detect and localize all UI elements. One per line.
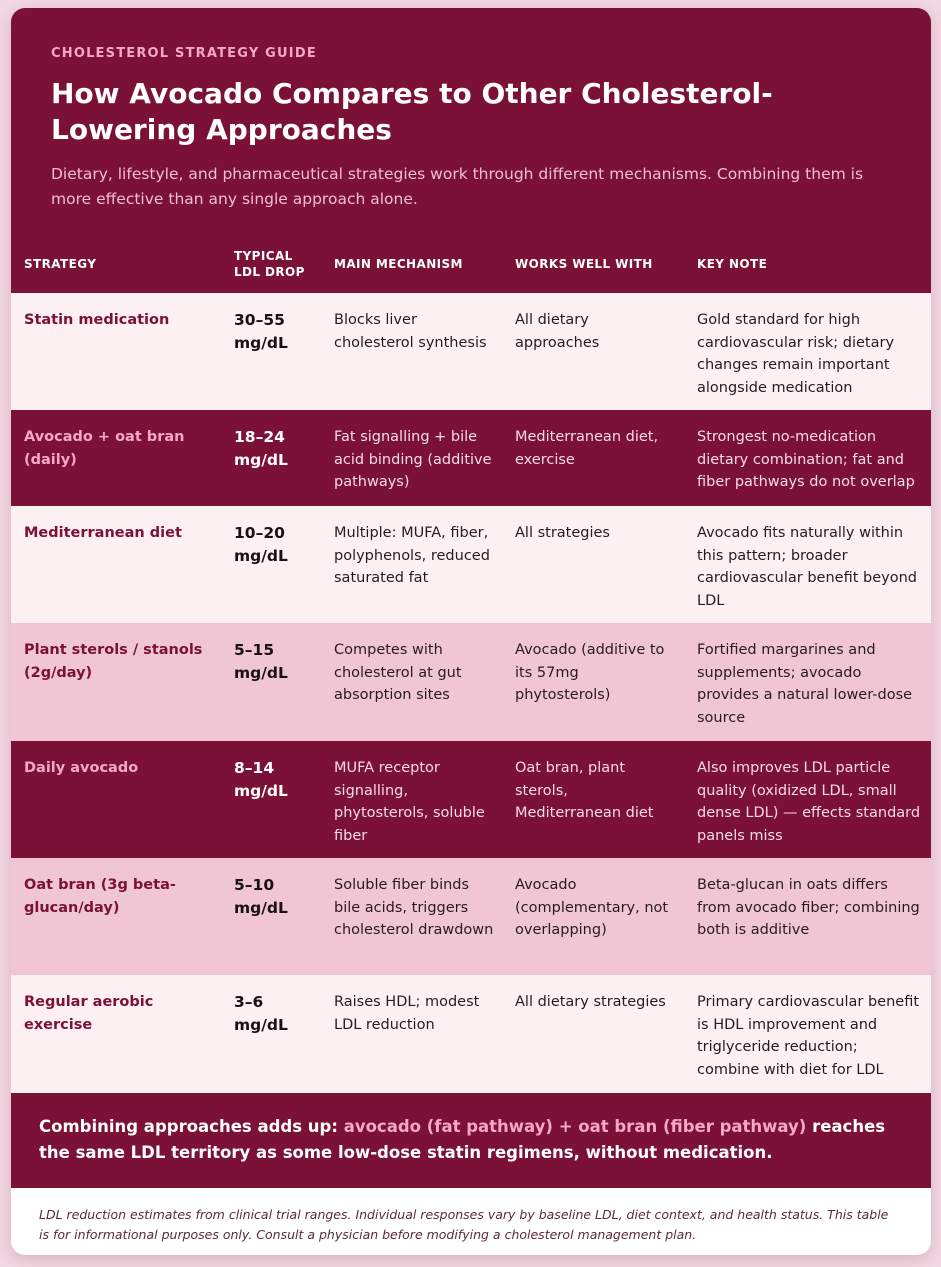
- ldl-drop-cell: 8–14 mg/dL: [221, 741, 321, 858]
- table-row: [11, 741, 931, 858]
- key-note-cell: Gold standard for high cardiovascular risk; dietary changes remain important alongside medication: [684, 293, 931, 410]
- page-subtitle: Dietary, lifestyle, and pharmaceutical strategies work through different mechanisms. Combining them is more effective than any single approach alone.: [51, 165, 864, 208]
- header-row: [11, 234, 931, 293]
- key-note-cell: Beta-glucan in oats differs from avocado fiber; combining both is additive: [684, 858, 931, 975]
- strategy-guide-card: [11, 8, 931, 1255]
- callout-lead: Combining approaches adds up:: [39, 1117, 344, 1136]
- column-header-strategy: STRATEGY: [11, 234, 221, 293]
- strategy-cell: Statin medication: [11, 293, 221, 410]
- mechanism-cell: Raises HDL; modest LDL reduction: [321, 975, 502, 1093]
- works-with-cell: All dietary strategies: [502, 975, 684, 1093]
- table-body: [11, 293, 931, 1093]
- key-note-cell: Avocado fits naturally within this pattern; broader cardiovascular benefit beyond LDL: [684, 506, 931, 623]
- table-row: [11, 293, 931, 410]
- strategy-cell: Mediterranean diet: [11, 506, 221, 623]
- key-note-cell: Strongest no-medication dietary combination; fat and fiber pathways do not overlap: [684, 410, 931, 506]
- column-header-ldl-drop: TYPICAL LDL DROP: [221, 234, 321, 293]
- callout-highlight: avocado (fat pathway) + oat bran (fiber pathway): [343, 1117, 807, 1136]
- ldl-drop-cell: 3–6 mg/dL: [221, 975, 321, 1093]
- works-with-cell: Mediterranean diet, exercise: [502, 410, 684, 506]
- callout-tail: reaches the same LDL territory as some low-dose statin regimens, without medication.: [39, 1117, 886, 1162]
- mechanism-cell: Multiple: MUFA, fiber, polyphenols, reduced saturated fat: [321, 506, 502, 623]
- ldl-drop-cell: 5–15 mg/dL: [221, 623, 321, 741]
- ldl-drop-cell: 5–10 mg/dL: [221, 858, 321, 975]
- header: [11, 8, 931, 234]
- mechanism-cell: Blocks liver cholesterol synthesis: [321, 293, 502, 410]
- eyebrow-label: CHOLESTEROL STRATEGY GUIDE: [51, 46, 317, 61]
- works-with-cell: Avocado (complementary, not overlapping): [502, 858, 684, 975]
- mechanism-cell: Competes with cholesterol at gut absorption sites: [321, 623, 502, 741]
- comparison-table: [11, 234, 931, 1093]
- mechanism-cell: Soluble fiber binds bile acids, triggers cholesterol drawdown: [321, 858, 502, 975]
- key-note-cell: Fortified margarines and supplements; avocado provides a natural lower-dose source: [684, 623, 931, 741]
- table-row: [11, 410, 931, 506]
- works-with-cell: Avocado (additive to its 57mg phytosterols): [502, 623, 684, 741]
- works-with-cell: All dietary approaches: [502, 293, 684, 410]
- key-note-cell: Primary cardiovascular benefit is HDL improvement and triglyceride reduction; combine with diet for LDL: [684, 975, 931, 1093]
- summary-callout: [11, 1093, 931, 1188]
- table-row: [11, 506, 931, 623]
- column-header-mechanism: MAIN MECHANISM: [321, 234, 502, 293]
- strategy-cell: Regular aerobic exercise: [11, 975, 221, 1093]
- column-header-key-note: KEY NOTE: [684, 234, 931, 293]
- key-note-cell: Also improves LDL particle quality (oxidized LDL, small dense LDL) — effects standard panels miss: [684, 741, 931, 858]
- table-row: [11, 975, 931, 1093]
- ldl-drop-cell: 18–24 mg/dL: [221, 410, 321, 506]
- table-row: [11, 623, 931, 741]
- table-row: [11, 858, 931, 975]
- strategy-cell: Oat bran (3g beta-glucan/day): [11, 858, 221, 975]
- works-with-cell: All strategies: [502, 506, 684, 623]
- ldl-drop-cell: 10–20 mg/dL: [221, 506, 321, 623]
- column-header-works-with: WORKS WELL WITH: [502, 234, 684, 293]
- strategy-cell: Plant sterols / stanols (2g/day): [11, 623, 221, 741]
- mechanism-cell: MUFA receptor signalling, phytosterols, soluble fiber: [321, 741, 502, 858]
- page-title: How Avocado Compares to Other Cholesterol-Lowering Approaches: [51, 77, 773, 146]
- mechanism-cell: Fat signalling + bile acid binding (additive pathways): [321, 410, 502, 506]
- strategy-cell: Daily avocado: [11, 741, 221, 858]
- ldl-drop-cell: 30–55 mg/dL: [221, 293, 321, 410]
- disclaimer-footnote: LDL reduction estimates from clinical trial ranges. Individual responses vary by baseline LDL, diet context, and health status. This table is for informational purposes only. Consult a physician before modifying a cholesterol management plan.: [11, 1188, 931, 1245]
- table-header: [11, 234, 931, 293]
- works-with-cell: Oat bran, plant sterols, Mediterranean diet: [502, 741, 684, 858]
- strategy-cell: Avocado + oat bran (daily): [11, 410, 221, 506]
